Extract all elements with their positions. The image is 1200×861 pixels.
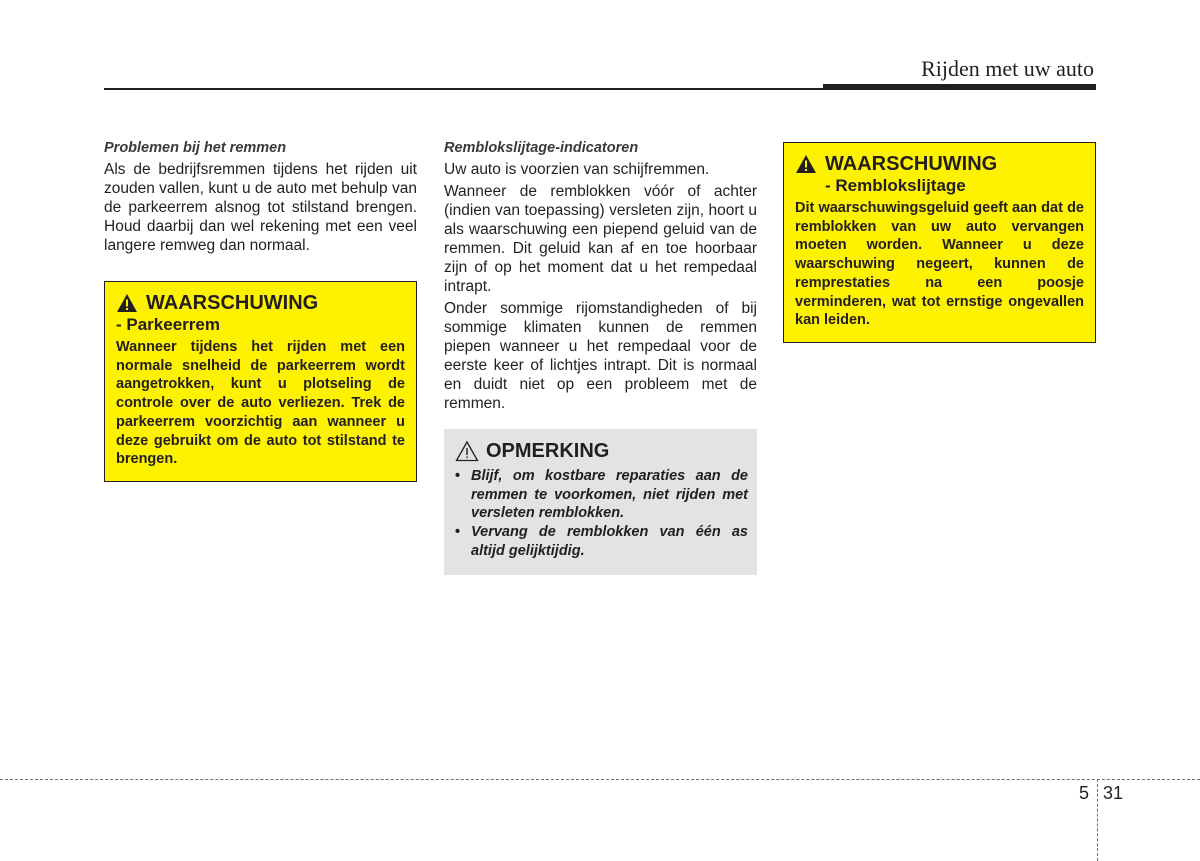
- note-item: • Blijf, om kostbare reparaties aan de remmen te voorkomen, niet rijden met versleten remblokken.: [455, 467, 748, 523]
- warning-header: [795, 152, 1084, 176]
- paragraph-disc-brakes: Uw auto is voorzien van schijfremmen.: [444, 161, 710, 178]
- warning-text: Wanneer tijdens het rijden met een normale snelheid de parkeerrem wordt aangetrokken, kunt u plotseling de controle over de auto verliezen. Trek de parkeerrem voorzichtig aan wanneer u deze gebruikt om de auto tot stilstand te brengen.: [116, 339, 405, 468]
- warning-subtitle: - Parkeerrem: [116, 315, 220, 334]
- column-middle: [444, 139, 757, 575]
- running-header: Rijden met uw auto: [921, 56, 1094, 81]
- note-item: • Vervang de remblokken van één as altijd gelijktijdig.: [455, 523, 748, 560]
- column-left: [104, 139, 417, 482]
- warning-title: WAARSCHUWING: [825, 153, 998, 175]
- note-list: [455, 467, 748, 561]
- footer-divider: [1097, 779, 1098, 861]
- warning-triangle-icon: [116, 293, 138, 313]
- warning-box-parking-brake: [104, 281, 417, 482]
- warning-triangle-icon: [795, 154, 817, 174]
- warning-header: [116, 291, 405, 315]
- warning-title: WAARSCHUWING: [146, 292, 319, 314]
- header-rule: [104, 88, 826, 90]
- note-box: [444, 429, 757, 575]
- warning-subtitle: - Remblokslijtage: [825, 176, 966, 195]
- section-heading-brake-pad-wear: Remblokslijtage-indicatoren: [444, 140, 639, 156]
- warning-text: Dit waarschuwingsgeluid geeft aan dat de remblokken van uw auto vervangen moeten worden. Wanneer u deze waarschuwing negeert, kunnen de remprestaties na een poosje verminderen, wat tot ernstige ongevallen kan leiden.: [795, 200, 1084, 329]
- footer-rule: [0, 779, 1200, 780]
- paragraph-worn-pads: Wanneer de remblokken vóór of achter (indien van toepassing) versleten zijn, hoort u als waarschuwing een piepend geluid van de remmen. Dit geluid kan af en toe hoorbaar zijn of op het moment dat u het rempedaal intrapt.: [444, 183, 757, 295]
- header-rule-accent: [823, 84, 1096, 90]
- paragraph-squeal-conditions: Onder sommige rijomstandigheden of bij sommige klimaten kunnen de remmen piepen wanneer u het rempedaal voor de eerste keer of lichtjes intrapt. Dit is normaal en duidt niet op een probleem met de remmen.: [444, 300, 757, 412]
- warning-box-brake-pad-wear: [783, 142, 1096, 343]
- caution-triangle-outline-icon: [455, 440, 479, 462]
- paragraph-braking-problems: Als de bedrijfsremmen tijdens het rijden uit zouden vallen, kunt u de auto met behulp van de parkeerrem alsnog tot stilstand brengen. Houd daarbij dan wel rekening met een veel langere remweg dan normaal.: [104, 161, 417, 254]
- chapter-number: 5: [1079, 783, 1090, 803]
- section-heading-braking-problems: Problemen bij het remmen: [104, 140, 287, 156]
- note-title: OPMERKING: [486, 440, 610, 462]
- column-right: [783, 142, 1096, 343]
- note-header: [455, 439, 748, 463]
- page-number: 31: [1103, 783, 1124, 803]
